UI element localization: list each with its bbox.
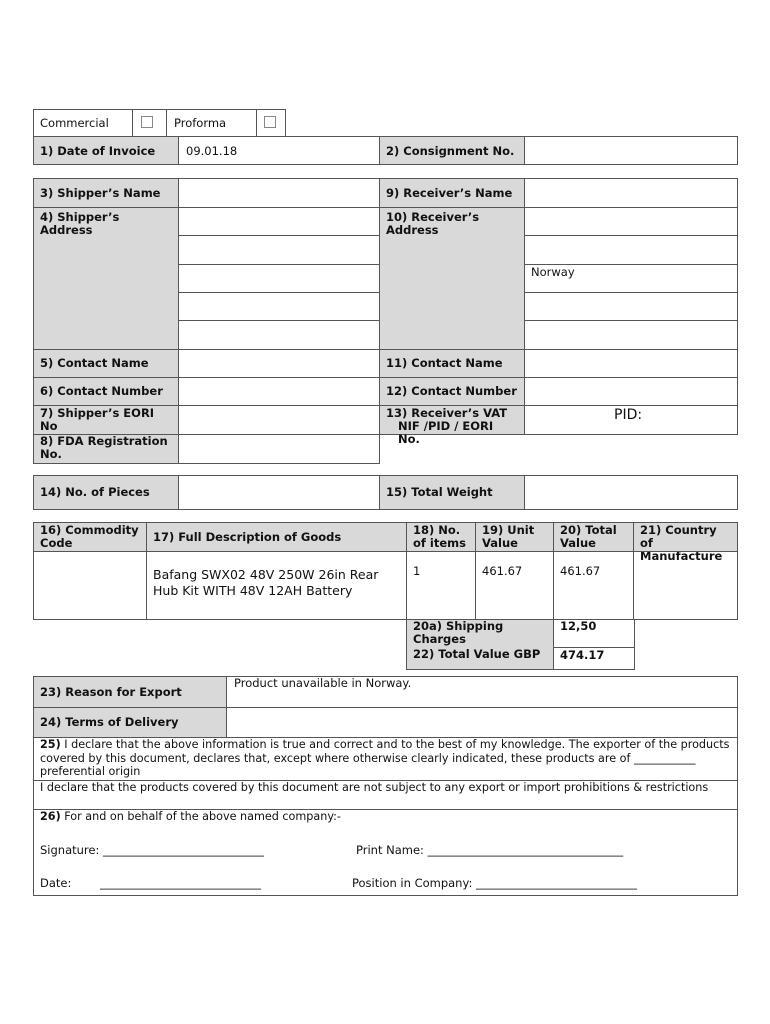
date-of-invoice-label: 1) Date of Invoice: [34, 137, 178, 164]
receiver-address-line4-field[interactable]: [525, 293, 737, 319]
declaration-body: I declare that the above information is true and correct and to the best of my knowledge. The exporter of the products covered by this document, declares that, except where otherwise clearly indicated, these products are of ___________ preferential origin: [40, 738, 730, 778]
terms-of-delivery-label: 24) Terms of Delivery: [34, 708, 226, 737]
shipping-charges-value[interactable]: 12,50: [560, 619, 597, 633]
terms-of-delivery-value[interactable]: [228, 708, 736, 737]
proforma-checkbox[interactable]: [264, 116, 276, 128]
shipper-contact-number-field[interactable]: [179, 378, 379, 404]
date-of-invoice-value[interactable]: 09.01.18: [186, 144, 238, 158]
shipping-charges-label: 20a) Shipping Charges: [407, 620, 553, 647]
total-value-header: 20) Total Value: [554, 523, 633, 551]
total-value-cell[interactable]: 461.67: [560, 564, 601, 578]
receiver-vat-label-line2: NIF /PID / EORI No.: [398, 419, 494, 446]
commodity-code-header: 16) Commodity Code: [34, 523, 146, 551]
no-of-items-header: 18) No. of items: [407, 523, 475, 551]
shipper-contact-name-field[interactable]: [179, 350, 379, 376]
no-of-items-cell[interactable]: 1: [413, 564, 421, 578]
shipper-name-label: 3) Shipper’s Name: [34, 179, 178, 207]
print-name-field[interactable]: Print Name: __________________________________: [356, 843, 624, 857]
declaration-restrictions-text: I declare that the products covered by this document are not subject to any export or import prohibitions & restrictions: [40, 781, 709, 794]
no-of-pieces-field[interactable]: [179, 476, 378, 509]
shipper-contact-number-label: 6) Contact Number: [34, 377, 178, 405]
behalf-body: For and on behalf of the above named company:-: [60, 810, 341, 823]
unit-value-cell[interactable]: 461.67: [482, 564, 523, 578]
proforma-label: Proforma: [174, 116, 227, 130]
receiver-address-line3-field[interactable]: Norway: [531, 265, 575, 279]
total-value-gbp-value[interactable]: 474.17: [560, 648, 605, 662]
reason-for-export-value[interactable]: Product unavailable in Norway.: [234, 676, 412, 690]
commodity-code-cell[interactable]: [34, 552, 146, 619]
shipper-eori-field[interactable]: [179, 406, 379, 433]
receiver-contact-name-label: 11) Contact Name: [380, 349, 524, 377]
receiver-name-field[interactable]: [525, 179, 737, 206]
receiver-contact-name-field[interactable]: [525, 350, 737, 376]
commercial-checkbox[interactable]: [141, 116, 153, 128]
behalf-text: [40, 810, 730, 824]
reason-for-export-label: 23) Reason for Export: [34, 677, 226, 707]
receiver-address-label: 10) Receiver’s Address: [380, 207, 524, 349]
date-label: Date:: [40, 876, 72, 890]
position-in-company-field[interactable]: Position in Company: ____________________________: [352, 876, 637, 890]
shipper-address-label: 4) Shipper’s Address: [34, 207, 178, 349]
country-of-manufacture-header: 21) Country of Manufacture: [634, 523, 737, 551]
unit-value-header: 19) Unit Value: [476, 523, 553, 551]
receiver-address-line5-field[interactable]: [525, 321, 737, 348]
total-weight-label: 15) Total Weight: [380, 476, 524, 509]
shipper-name-field[interactable]: [179, 179, 379, 206]
description-cell[interactable]: Bafang SWX02 48V 250W 26in Rear Hub Kit WITH 48V 12AH Battery: [153, 567, 379, 598]
receiver-address-line1-field[interactable]: [525, 208, 737, 234]
total-weight-field[interactable]: [525, 476, 737, 509]
total-value-gbp-label: 22) Total Value GBP: [407, 647, 553, 669]
consignment-no-value[interactable]: [525, 137, 737, 164]
consignment-no-label: 2) Consignment No.: [380, 137, 524, 164]
shipper-eori-label: 7) Shipper’s EORI No: [34, 405, 178, 434]
fda-registration-label: 8) FDA Registration No.: [34, 434, 178, 463]
description-header: 17) Full Description of Goods: [147, 523, 406, 551]
commercial-label: Commercial: [40, 116, 109, 130]
receiver-address-line2-field[interactable]: [525, 236, 737, 263]
declaration-text: [40, 738, 730, 779]
declaration-number: 25): [40, 738, 61, 751]
behalf-number: 26): [40, 810, 61, 823]
signature-field[interactable]: Signature: ____________________________: [40, 843, 265, 857]
shipper-address-field[interactable]: [179, 208, 379, 348]
shipper-contact-name-label: 5) Contact Name: [34, 349, 178, 377]
no-of-pieces-label: 14) No. of Pieces: [34, 476, 178, 509]
country-of-manufacture-cell[interactable]: [634, 552, 737, 619]
fda-registration-field[interactable]: [179, 435, 379, 463]
receiver-name-label: 9) Receiver’s Name: [380, 179, 524, 207]
receiver-vat-label-line1: 13) Receiver’s VAT: [386, 406, 508, 420]
receiver-vat-field[interactable]: PID:: [614, 407, 643, 423]
receiver-contact-number-field[interactable]: [525, 378, 737, 404]
receiver-vat-label: [380, 405, 524, 446]
date-field[interactable]: ____________________________: [100, 876, 261, 890]
receiver-contact-number-label: 12) Contact Number: [380, 377, 524, 405]
